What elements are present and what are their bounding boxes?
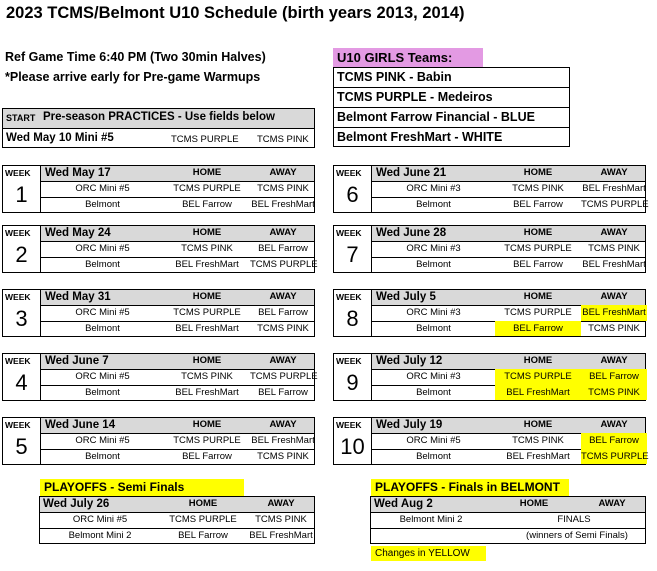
week-block: [333, 353, 646, 401]
semi-date: Wed July 26: [43, 498, 110, 510]
week-number-cell: [3, 290, 41, 336]
home-team: TCMS PURPLE: [173, 307, 241, 318]
week-number: 4: [15, 370, 28, 395]
away-header: AWAY: [269, 167, 297, 178]
away-team: TCMS PINK: [255, 514, 307, 525]
week-number-cell: [3, 166, 41, 212]
week-label: WEEK: [5, 228, 31, 238]
away-header: AWAY: [269, 291, 297, 302]
finals-location: Belmont Mini 2: [399, 514, 463, 525]
away-team: BEL FreshMart: [249, 530, 313, 541]
finals-note: (winners of Semi Finals): [526, 530, 628, 541]
week-block: [333, 289, 646, 337]
week-date: Wed July 12: [376, 355, 443, 367]
away-team: BEL FreshMart: [251, 199, 315, 210]
team-item: TCMS PINK - Babin: [334, 68, 569, 88]
away-header: AWAY: [269, 227, 297, 238]
week-block: [2, 225, 318, 273]
home-team: TCMS PURPLE: [495, 369, 581, 385]
week-block: [333, 165, 649, 213]
game-location: ORC Mini #5: [75, 183, 130, 194]
week-number: 5: [15, 434, 28, 459]
away-header: AWAY: [600, 419, 628, 430]
game-location: ORC Mini #5: [406, 435, 461, 446]
week-block: [2, 417, 315, 465]
home-header: HOME: [523, 291, 553, 302]
away-team: BEL FreshMart: [581, 305, 647, 321]
week-number-cell: [334, 226, 372, 272]
semi-finals-block: [39, 496, 315, 544]
week-number: 3: [15, 306, 28, 331]
home-team: BEL FreshMart: [495, 385, 581, 400]
week-label: WEEK: [5, 420, 31, 430]
game-location: ORC Mini #5: [75, 243, 130, 254]
away-team: BEL Farrow: [258, 307, 308, 318]
week-date: Wed June 7: [45, 355, 109, 367]
week-label: WEEK: [336, 292, 362, 302]
away-team: BEL FreshMart: [582, 183, 646, 194]
week-number-cell: [334, 418, 372, 464]
week-date: Wed May 24: [45, 227, 111, 239]
home-team: BEL Farrow: [182, 451, 232, 462]
week-number-cell: [334, 290, 372, 336]
ref-game-time: Ref Game Time 6:40 PM (Two 30min Halves): [5, 50, 266, 64]
away-header: AWAY: [600, 167, 628, 178]
team-item: Belmont Farrow Financial - BLUE: [334, 108, 569, 128]
away-team: TCMS PINK: [588, 323, 640, 334]
game-location: ORC Mini #3: [406, 371, 461, 382]
start-label: START: [6, 113, 36, 123]
home-team: BEL FreshMart: [175, 387, 239, 398]
away-team: TCMS PINK: [257, 451, 309, 462]
team-item: TCMS PURPLE - Medeiros: [334, 88, 569, 108]
week-label: WEEK: [336, 356, 362, 366]
preseason-team-a: TCMS PURPLE: [171, 134, 239, 145]
home-team: BEL FreshMart: [506, 451, 570, 462]
week-date: Wed May 31: [45, 291, 111, 303]
week-number-cell: [3, 418, 41, 464]
week-number: 7: [346, 242, 359, 267]
away-team: TCMS PURPLE: [581, 199, 649, 210]
home-header: HOME: [192, 355, 222, 366]
finals-label: FINALS: [557, 514, 591, 525]
week-label: WEEK: [336, 168, 362, 178]
preseason-date: Wed May 10 Mini #5: [6, 132, 114, 144]
game-location: Belmont: [85, 323, 120, 334]
home-team: TCMS PURPLE: [169, 514, 237, 525]
week-block: [2, 353, 318, 401]
away-header: AWAY: [269, 419, 297, 430]
week-label: WEEK: [5, 356, 31, 366]
home-team: BEL Farrow: [178, 530, 228, 541]
week-date: Wed July 5: [376, 291, 436, 303]
week-block: [2, 165, 315, 213]
home-team: BEL FreshMart: [175, 323, 239, 334]
game-location: Belmont: [416, 323, 451, 334]
week-date: Wed June 28: [376, 227, 447, 239]
home-team: BEL FreshMart: [175, 259, 239, 270]
week-number: 9: [346, 370, 359, 395]
game-location: ORC Mini #3: [406, 243, 461, 254]
legend-changes: Changes in YELLOW: [371, 546, 486, 561]
away-team: BEL Farrow: [258, 243, 308, 254]
game-location: Belmont: [85, 259, 120, 270]
home-header: HOME: [523, 167, 553, 178]
away-team: BEL Farrow: [581, 369, 647, 385]
week-date: Wed May 17: [45, 167, 111, 179]
home-team: BEL Farrow: [513, 199, 563, 210]
home-team: TCMS PINK: [181, 243, 233, 254]
game-location: Belmont: [85, 199, 120, 210]
away-team: BEL Farrow: [258, 387, 308, 398]
home-header: HOME: [192, 419, 222, 430]
week-number-cell: [334, 354, 372, 400]
home-header: HOME: [519, 498, 549, 509]
away-header: AWAY: [598, 498, 626, 509]
game-location: Belmont: [85, 387, 120, 398]
away-team: TCMS PURPLE: [581, 451, 649, 462]
away-team: BEL FreshMart: [251, 435, 315, 446]
home-team: TCMS PINK: [181, 371, 233, 382]
finals-header: PLAYOFFS - Finals in BELMONT: [371, 479, 569, 496]
away-team: TCMS PURPLE: [250, 371, 318, 382]
week-number: 6: [346, 182, 359, 207]
game-location: Belmont: [416, 199, 451, 210]
arrive-note: *Please arrive early for Pre-game Warmups: [5, 70, 261, 84]
home-team: BEL Farrow: [495, 321, 581, 336]
week-number-cell: [334, 166, 372, 212]
home-team: TCMS PURPLE: [173, 183, 241, 194]
teams-header: U10 GIRLS Teams:: [333, 48, 483, 67]
week-label: WEEK: [336, 228, 362, 238]
week-block: [2, 289, 315, 337]
game-location: Belmont: [85, 451, 120, 462]
away-team: TCMS PINK: [257, 183, 309, 194]
home-header: HOME: [188, 498, 218, 509]
week-label: WEEK: [5, 292, 31, 302]
home-team: TCMS PINK: [512, 435, 564, 446]
week-number-cell: [3, 354, 41, 400]
team-item: Belmont FreshMart - WHITE: [337, 130, 503, 144]
page-title: 2023 TCMS/Belmont U10 Schedule (birth years 2013, 2014): [6, 4, 465, 22]
home-header: HOME: [192, 167, 222, 178]
week-label: WEEK: [336, 420, 362, 430]
week-label: WEEK: [5, 168, 31, 178]
week-date: Wed July 19: [376, 419, 443, 431]
away-header: AWAY: [600, 355, 628, 366]
game-location: ORC Mini #3: [406, 307, 461, 318]
home-team: TCMS PINK: [512, 183, 564, 194]
game-location: Belmont: [416, 259, 451, 270]
away-team: TCMS PINK: [257, 323, 309, 334]
game-location: ORC Mini #5: [75, 371, 130, 382]
home-header: HOME: [523, 227, 553, 238]
week-number-cell: [3, 226, 41, 272]
away-team: TCMS PINK: [581, 385, 647, 400]
game-location: ORC Mini #3: [406, 183, 461, 194]
home-team: TCMS PURPLE: [173, 435, 241, 446]
home-header: HOME: [523, 419, 553, 430]
away-team: BEL Farrow: [581, 433, 647, 449]
away-team: BEL FreshMart: [582, 259, 646, 270]
week-date: Wed June 21: [376, 167, 447, 179]
game-location: ORC Mini #5: [75, 435, 130, 446]
game-location: Belmont Mini 2: [68, 530, 132, 541]
home-team: BEL Farrow: [513, 259, 563, 270]
away-team: TCMS PURPLE: [250, 259, 318, 270]
game-location: ORC Mini #5: [72, 514, 128, 525]
week-number: 1: [15, 182, 28, 207]
away-header: AWAY: [267, 498, 295, 509]
preseason-title: Pre-season PRACTICES - Use fields below: [43, 111, 275, 123]
game-location: ORC Mini #5: [75, 307, 130, 318]
week-number: 8: [346, 306, 359, 331]
home-team: BEL Farrow: [182, 199, 232, 210]
game-location: Belmont: [416, 451, 451, 462]
week-block: [333, 225, 646, 273]
week-number: 10: [340, 434, 365, 459]
game-location: Belmont: [416, 387, 451, 398]
away-header: AWAY: [600, 291, 628, 302]
week-block: [333, 417, 649, 465]
home-team: TCMS PURPLE: [504, 307, 572, 318]
away-header: AWAY: [600, 227, 628, 238]
semi-finals-header: PLAYOFFS - Semi Finals: [40, 479, 244, 496]
preseason-team-b: TCMS PINK: [257, 134, 309, 145]
week-number: 2: [15, 242, 28, 267]
week-date: Wed June 14: [45, 419, 116, 431]
preseason-block: [2, 108, 315, 148]
finals-date: Wed Aug 2: [374, 498, 433, 510]
home-header: HOME: [523, 355, 553, 366]
home-team: TCMS PURPLE: [504, 243, 572, 254]
home-header: HOME: [192, 227, 222, 238]
home-header: HOME: [192, 291, 222, 302]
away-team: TCMS PINK: [588, 243, 640, 254]
teams-list: [333, 67, 570, 147]
finals-block: [370, 496, 646, 544]
away-header: AWAY: [269, 355, 297, 366]
